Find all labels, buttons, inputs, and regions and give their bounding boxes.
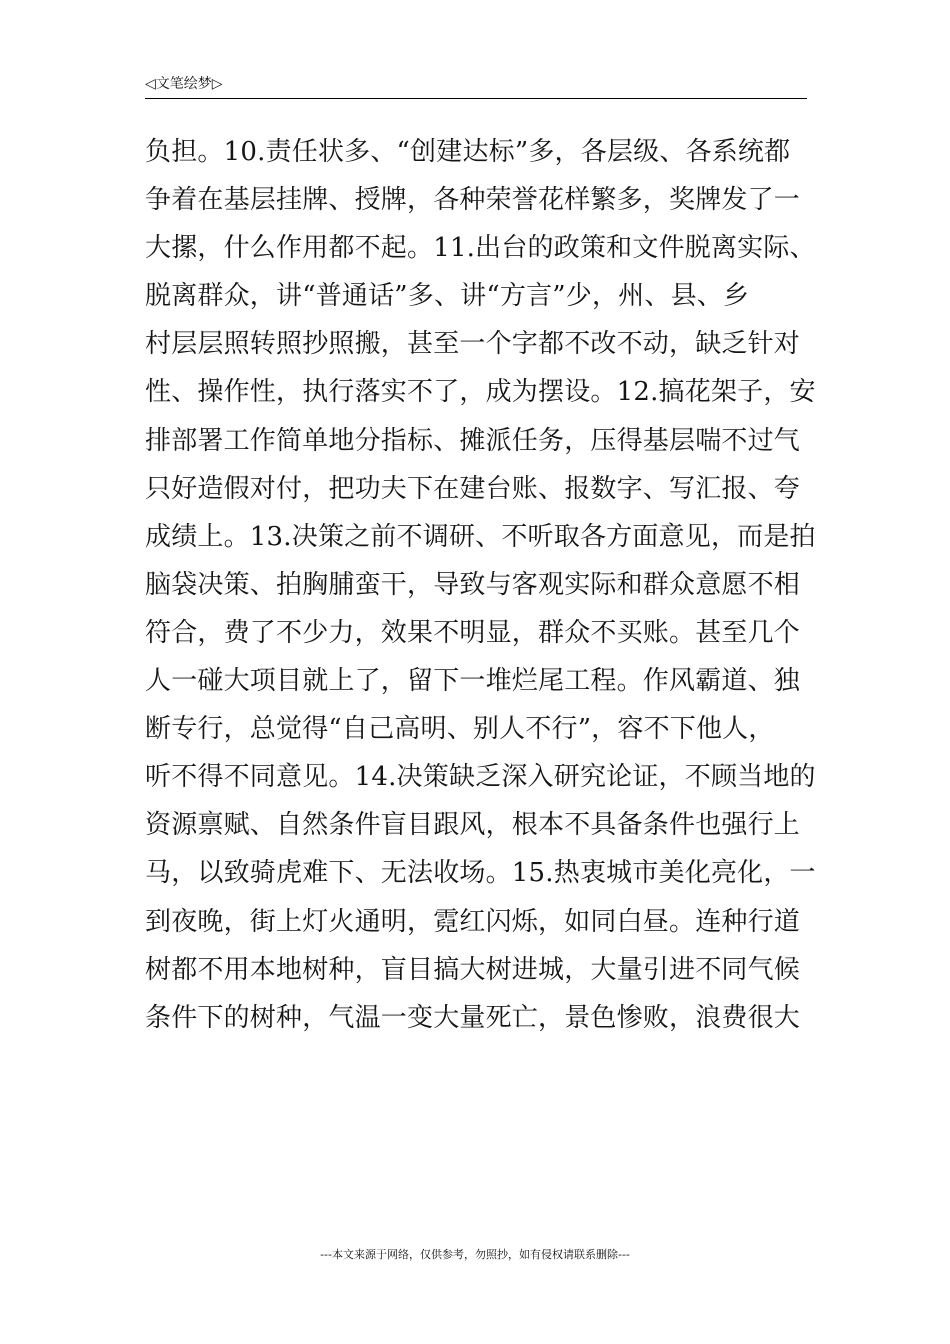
text-line: 听不得不同意见。14.决策缺乏深入研究论证，不顾当地的 xyxy=(145,762,816,793)
page-header xyxy=(145,74,807,99)
text-line: 马，以致骑虎难下、无法收场。15.热衷城市美化亮化，一 xyxy=(145,858,816,889)
text-line: 断专行，总觉得“自己高明、别人不行”，容不下他人， xyxy=(145,714,775,745)
text-line: 成绩上。13.决策之前不调研、不听取各方面意见，而是拍 xyxy=(145,521,816,552)
text-line: 脑袋决策、拍胸脯蛮干，导致与客观实际和群众意愿不相 xyxy=(145,569,801,600)
text-line: 争着在基层挂牌、授牌，各种荣誉花样繁多，奖牌发了一 xyxy=(145,185,801,216)
text-line: 性、操作性，执行落实不了，成为摆设。12.搞花架子，安 xyxy=(145,377,816,408)
text-line: 负担。10.责任状多、“创建达标”多，各层级、各系统都 xyxy=(145,137,791,167)
text-line: 排部署工作简单地分指标、摊派任务，压得基层喘不过气 xyxy=(145,425,801,456)
text-line: 人一碰大项目就上了，留下一堆烂尾工程。作风霸道、独 xyxy=(145,666,801,697)
text-line: 到夜晚，街上灯火通明，霓红闪烁，如同白昼。连种行道 xyxy=(145,906,801,937)
text-line: 资源禀赋、自然条件盲目跟风，根本不具备条件也强行上 xyxy=(145,810,801,841)
page-footer: ---本文来源于网络，仅供参考，勿照抄，如有侵权请联系删除--- xyxy=(320,1248,630,1261)
text-line: 脱离群众，讲“普通话”多、讲“方言”少，州、县、乡 xyxy=(145,281,750,312)
text-line: 符合，费了不少力，效果不明显，群众不买账。甚至几个 xyxy=(145,617,801,648)
header-title: ◁文笔绘梦▷ xyxy=(145,76,223,92)
text-line: 树都不用本地树种，盲目搞大树进城，大量引进不同气候 xyxy=(145,954,801,985)
text-line: 村层层照转照抄照搬，甚至一个字都不改不动，缺乏针对 xyxy=(145,329,801,360)
text-line: 条件下的树种，气温一变大量死亡，景色惨败，浪费很大 xyxy=(145,1002,801,1033)
document-body xyxy=(145,128,816,1042)
text-line: 只好造假对付，把功夫下在建台账、报数字、写汇报、夸 xyxy=(145,473,801,504)
text-line: 大摞，什么作用都不起。11.出台的政策和文件脱离实际、 xyxy=(145,233,816,264)
